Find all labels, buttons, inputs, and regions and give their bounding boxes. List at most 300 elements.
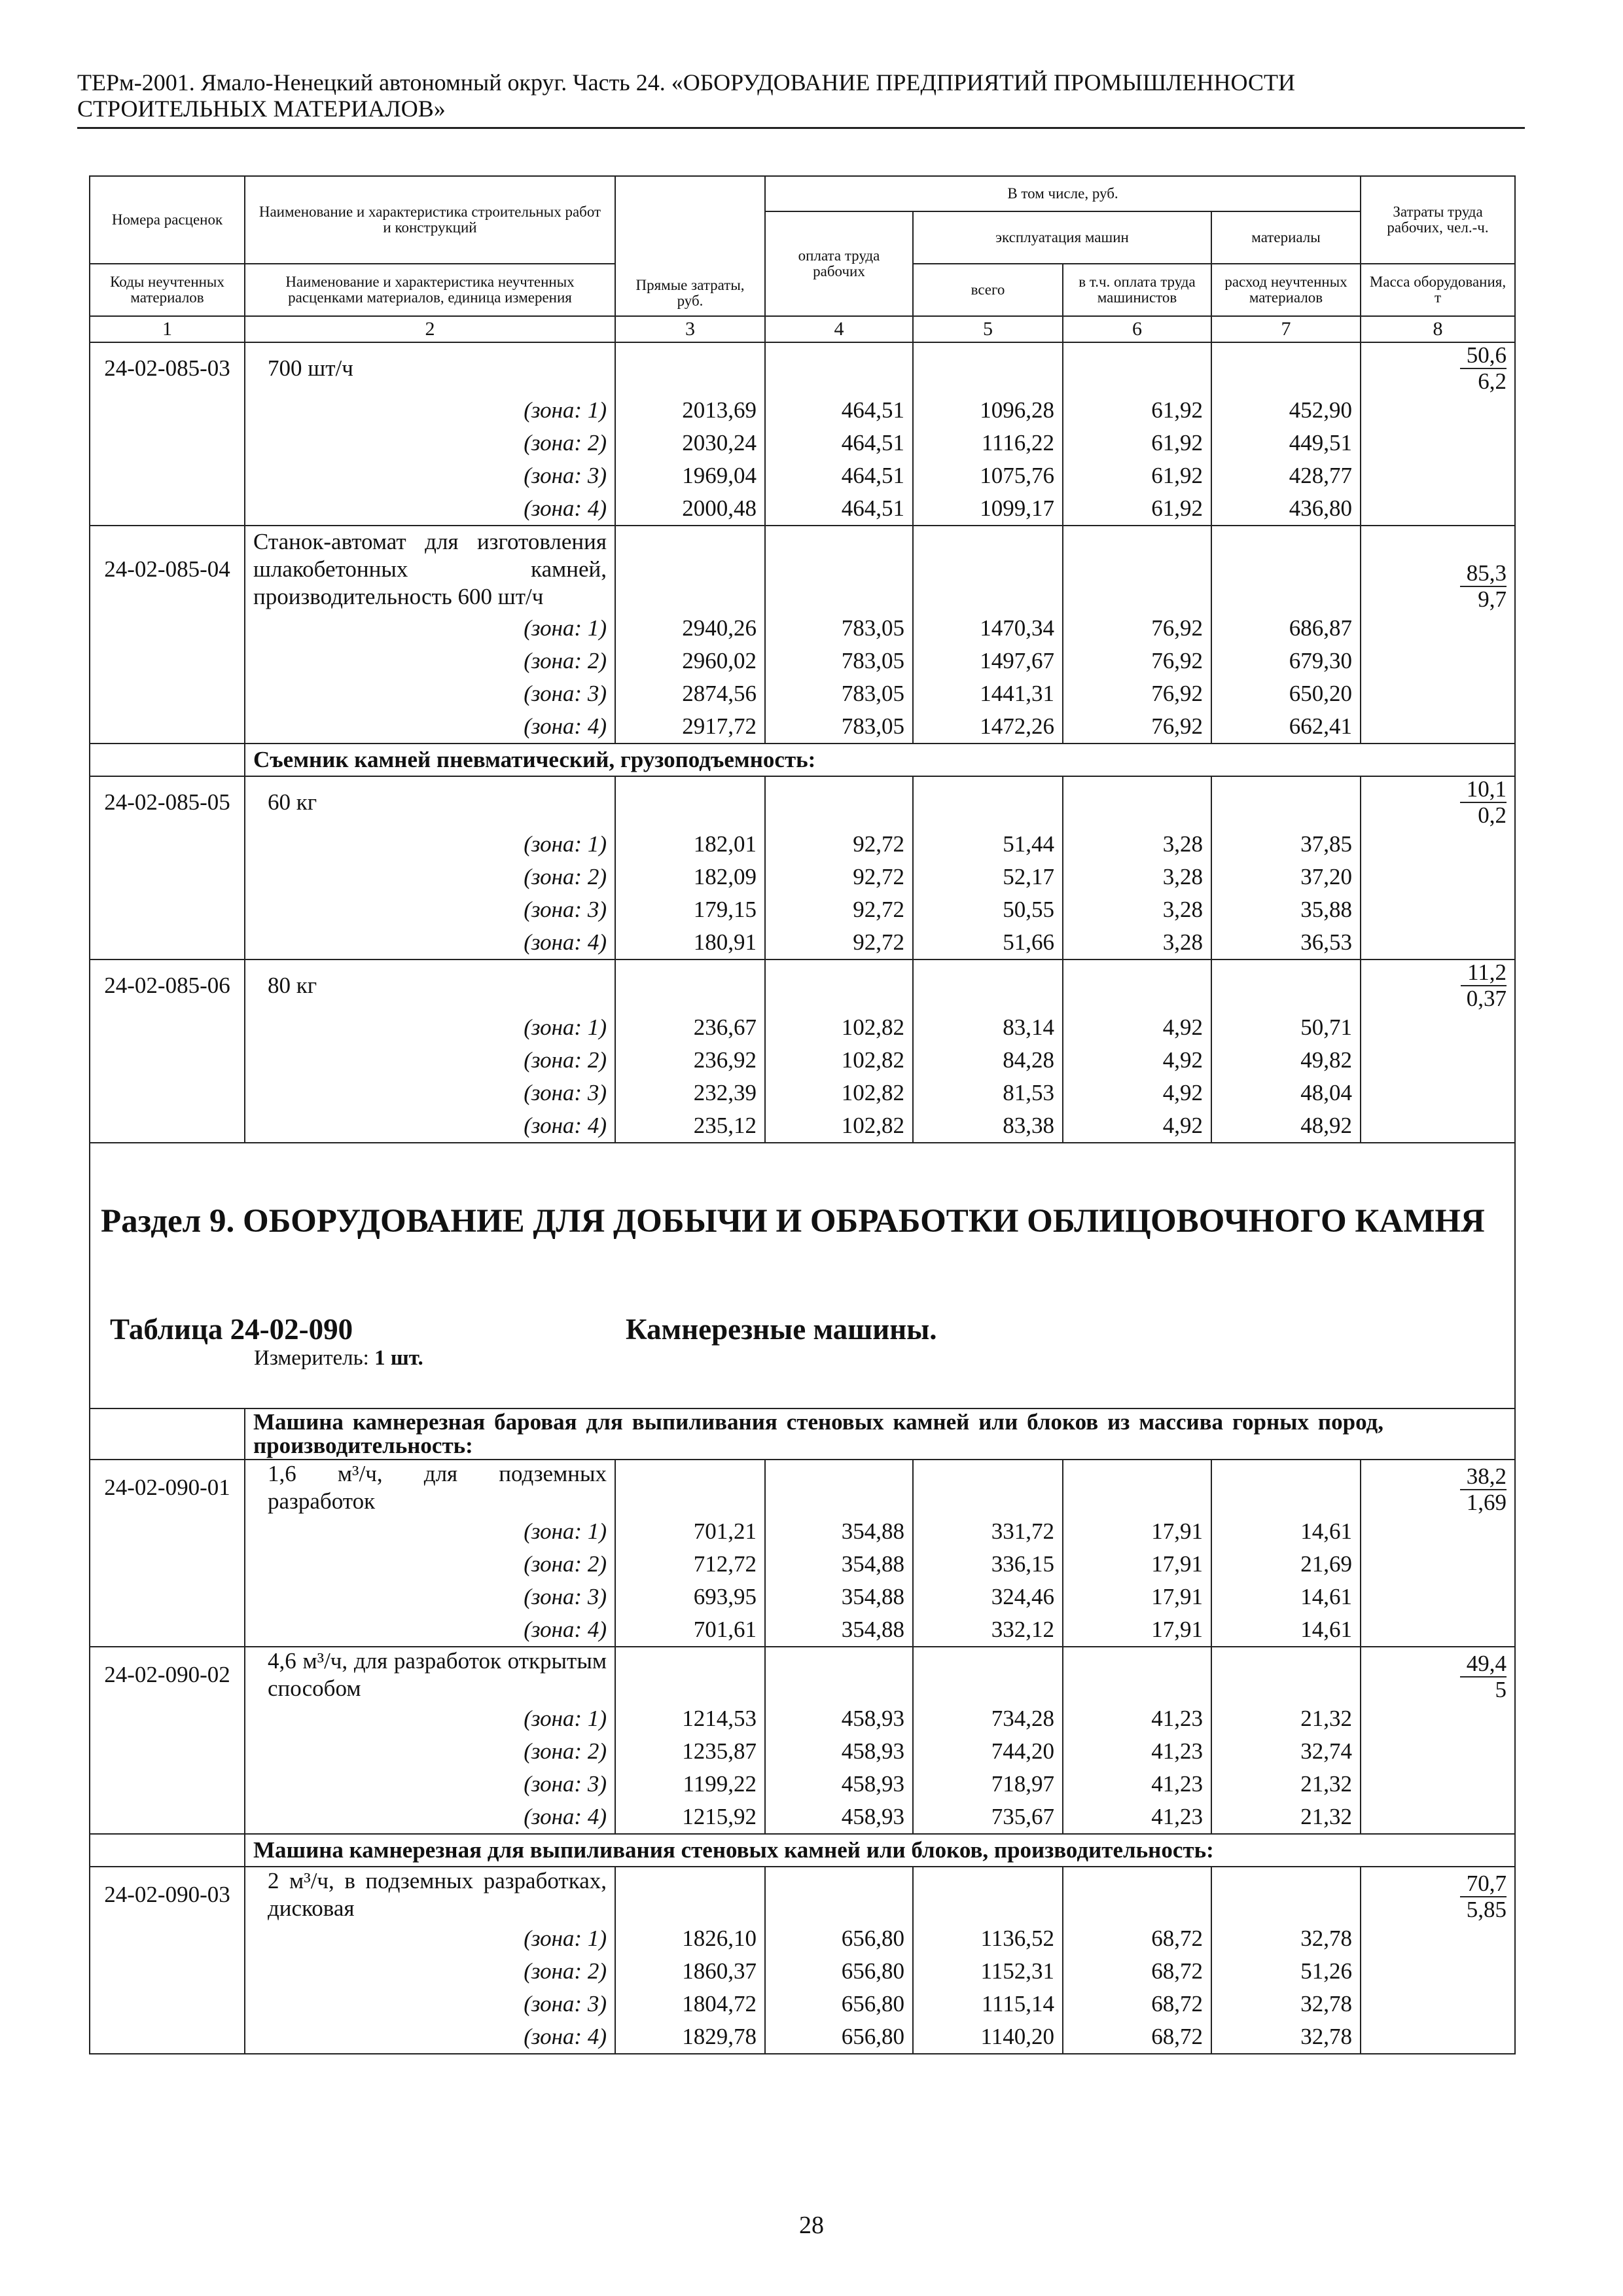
empty-cell	[765, 960, 913, 1011]
value-cell: 49,82	[1211, 1044, 1361, 1077]
empty-cell	[90, 645, 245, 677]
zone-label: (зона: 2)	[245, 645, 615, 677]
value-cell: 1969,04	[615, 459, 765, 492]
zone-row	[90, 2020, 1515, 2054]
labor-mass-cell	[1361, 776, 1515, 828]
empty-cell	[1361, 394, 1515, 427]
value-cell: 428,77	[1211, 459, 1361, 492]
value-cell: 1826,10	[615, 1922, 765, 1955]
labor-mass-cell	[1361, 526, 1515, 612]
zone-row	[90, 828, 1515, 861]
table-title: Камнерезные машины.	[626, 1313, 937, 1346]
value-cell: 81,53	[913, 1077, 1063, 1109]
value-cell: 68,72	[1063, 1955, 1211, 1988]
empty-cell	[90, 926, 245, 960]
zone-label: (зона: 4)	[245, 2020, 615, 2054]
empty-cell	[90, 1077, 245, 1109]
empty-cell	[765, 1647, 913, 1702]
zone-label: (зона: 3)	[245, 1768, 615, 1801]
entry-row	[90, 776, 1515, 828]
section-cell	[90, 1143, 1515, 1408]
empty-cell	[1361, 1801, 1515, 1834]
value-cell: 2940,26	[615, 612, 765, 645]
zone-label: (зона: 4)	[245, 492, 615, 526]
col-number: 1	[90, 316, 245, 342]
empty-cell	[90, 861, 245, 893]
zone-label: (зона: 1)	[245, 1011, 615, 1044]
value-cell: 718,97	[913, 1768, 1063, 1801]
value-cell: 783,05	[765, 612, 913, 645]
zone-row	[90, 710, 1515, 744]
empty-cell	[1211, 1460, 1361, 1515]
value-cell: 744,20	[913, 1735, 1063, 1768]
zone-label: (зона: 3)	[245, 893, 615, 926]
empty-cell	[90, 677, 245, 710]
col-code-header: Номера расценок	[90, 176, 245, 264]
empty-cell	[1361, 492, 1515, 526]
empty-cell	[1361, 1768, 1515, 1801]
empty-cell	[90, 1834, 245, 1867]
value-cell: 51,44	[913, 828, 1063, 861]
zone-row	[90, 1011, 1515, 1044]
value-cell: 1804,72	[615, 1988, 765, 2020]
zone-row	[90, 1109, 1515, 1143]
empty-cell	[90, 893, 245, 926]
value-cell: 1152,31	[913, 1955, 1063, 1988]
value-cell: 61,92	[1063, 492, 1211, 526]
empty-cell	[1211, 1647, 1361, 1702]
entry-name: 80 кг	[245, 960, 615, 1011]
table-head	[90, 176, 1515, 342]
value-cell: 464,51	[765, 492, 913, 526]
value-cell: 35,88	[1211, 893, 1361, 926]
value-cell: 48,92	[1211, 1109, 1361, 1143]
value-cell: 182,09	[615, 861, 765, 893]
zone-row	[90, 1581, 1515, 1613]
page-number: 28	[799, 2212, 824, 2239]
col-wage-header: оплата труда рабочих	[765, 211, 913, 316]
empty-cell	[90, 1988, 245, 2020]
value-cell: 4,92	[1063, 1044, 1211, 1077]
value-cell: 2874,56	[615, 677, 765, 710]
page-header	[77, 69, 1525, 129]
empty-cell	[615, 960, 765, 1011]
zone-row	[90, 1515, 1515, 1548]
empty-cell	[765, 342, 913, 394]
value-cell: 783,05	[765, 645, 913, 677]
value-cell: 17,91	[1063, 1548, 1211, 1581]
value-cell: 656,80	[765, 2020, 913, 2054]
empty-cell	[1361, 1044, 1515, 1077]
empty-cell	[1361, 1955, 1515, 1988]
zone-row	[90, 1735, 1515, 1768]
labor-cost-value: 38,2	[1460, 1464, 1507, 1490]
entry-code: 24-02-085-04	[90, 526, 245, 612]
value-cell: 1215,92	[615, 1801, 765, 1834]
empty-cell	[90, 1109, 245, 1143]
zone-label: (зона: 3)	[245, 677, 615, 710]
empty-cell	[1361, 1109, 1515, 1143]
zone-label: (зона: 2)	[245, 861, 615, 893]
zone-label: (зона: 1)	[245, 1922, 615, 1955]
zone-label: (зона: 1)	[245, 828, 615, 861]
value-cell: 783,05	[765, 710, 913, 744]
value-cell: 1214,53	[615, 1702, 765, 1735]
col-number: 4	[765, 316, 913, 342]
empty-cell	[1361, 645, 1515, 677]
zone-row	[90, 1548, 1515, 1581]
value-cell: 2960,02	[615, 645, 765, 677]
value-cell: 51,66	[913, 926, 1063, 960]
value-cell: 36,53	[1211, 926, 1361, 960]
col-labor-header: Затраты труда рабочих, чел.-ч.	[1361, 176, 1515, 264]
value-cell: 76,92	[1063, 677, 1211, 710]
value-cell: 68,72	[1063, 1922, 1211, 1955]
col-number: 8	[1361, 316, 1515, 342]
value-cell: 464,51	[765, 459, 913, 492]
value-cell: 4,92	[1063, 1077, 1211, 1109]
zone-row	[90, 1768, 1515, 1801]
value-cell: 92,72	[765, 828, 913, 861]
col-material-code-header: Коды неучтенных материалов	[90, 264, 245, 316]
zone-row	[90, 492, 1515, 526]
value-cell: 61,92	[1063, 459, 1211, 492]
value-cell: 1472,26	[913, 710, 1063, 744]
empty-cell	[90, 1581, 245, 1613]
entry-name: 2 м³/ч, в подземных разработках, дисковая	[245, 1867, 615, 1922]
measure-value: 1 шт.	[374, 1346, 423, 1370]
subheading: Машина камнерезная баровая для выпиливания стеновых камней или блоков из массива горных пород, производительность:	[245, 1408, 1515, 1460]
table-title-line	[90, 1240, 1514, 1346]
col-machines-total-header: всего	[913, 264, 1063, 316]
value-cell: 41,23	[1063, 1702, 1211, 1735]
value-cell: 84,28	[913, 1044, 1063, 1077]
col-material-usage-header: расход неучтенных материалов	[1211, 264, 1361, 316]
entry-row	[90, 1867, 1515, 1922]
entry-code: 24-02-085-05	[90, 776, 245, 828]
empty-cell	[765, 526, 913, 612]
entry-name: 60 кг	[245, 776, 615, 828]
value-cell: 324,46	[913, 1581, 1063, 1613]
empty-cell	[913, 526, 1063, 612]
value-cell: 182,01	[615, 828, 765, 861]
zone-row	[90, 861, 1515, 893]
value-cell: 48,04	[1211, 1077, 1361, 1109]
value-cell: 102,82	[765, 1011, 913, 1044]
zone-label: (зона: 2)	[245, 1548, 615, 1581]
value-cell: 32,78	[1211, 1988, 1361, 2020]
empty-cell	[90, 2020, 245, 2054]
value-cell: 179,15	[615, 893, 765, 926]
value-cell: 436,80	[1211, 492, 1361, 526]
value-cell: 50,55	[913, 893, 1063, 926]
empty-cell	[1361, 1702, 1515, 1735]
labor-mass-fraction	[1461, 960, 1507, 1011]
labor-mass-fraction	[1460, 1871, 1507, 1922]
value-cell: 3,28	[1063, 828, 1211, 861]
empty-cell	[1211, 960, 1361, 1011]
value-cell: 41,23	[1063, 1768, 1211, 1801]
value-cell: 1829,78	[615, 2020, 765, 2054]
empty-cell	[615, 526, 765, 612]
entry-row	[90, 960, 1515, 1011]
value-cell: 701,21	[615, 1515, 765, 1548]
empty-cell	[90, 1801, 245, 1834]
value-cell: 17,91	[1063, 1515, 1211, 1548]
zone-label: (зона: 3)	[245, 1988, 615, 2020]
entry-name: 700 шт/ч	[245, 342, 615, 394]
empty-cell	[90, 1922, 245, 1955]
empty-cell	[913, 342, 1063, 394]
value-cell: 1860,37	[615, 1955, 765, 1988]
value-cell: 712,72	[615, 1548, 765, 1581]
empty-cell	[1361, 1988, 1515, 2020]
empty-cell	[90, 612, 245, 645]
price-table-wrapper	[89, 175, 1514, 2054]
value-cell: 735,67	[913, 1801, 1063, 1834]
table-number: Таблица 24-02-090	[110, 1313, 353, 1346]
value-cell: 92,72	[765, 893, 913, 926]
zone-label: (зона: 4)	[245, 1109, 615, 1143]
col-number: 3	[615, 316, 765, 342]
zone-row	[90, 1955, 1515, 1988]
empty-cell	[615, 776, 765, 828]
entry-name: Станок-автомат для изготовления шлакобетонных камней, производительность 600 шт/ч	[245, 526, 615, 612]
value-cell: 17,91	[1063, 1613, 1211, 1647]
value-cell: 662,41	[1211, 710, 1361, 744]
equipment-mass-value: 0,37	[1466, 986, 1507, 1011]
empty-cell	[1361, 1515, 1515, 1548]
value-cell: 83,38	[913, 1109, 1063, 1143]
empty-cell	[913, 776, 1063, 828]
labor-cost-value: 85,3	[1460, 561, 1507, 587]
empty-cell	[1361, 861, 1515, 893]
empty-cell	[1361, 893, 1515, 926]
value-cell: 61,92	[1063, 427, 1211, 459]
zone-label: (зона: 3)	[245, 1581, 615, 1613]
zone-row	[90, 1922, 1515, 1955]
value-cell: 235,12	[615, 1109, 765, 1143]
col-machines-header: эксплуатация машин	[913, 211, 1211, 264]
value-cell: 51,26	[1211, 1955, 1361, 1988]
value-cell: 180,91	[615, 926, 765, 960]
value-cell: 1441,31	[913, 677, 1063, 710]
value-cell: 14,61	[1211, 1581, 1361, 1613]
value-cell: 679,30	[1211, 645, 1361, 677]
value-cell: 21,32	[1211, 1801, 1361, 1834]
empty-cell	[90, 1613, 245, 1647]
value-cell: 2000,48	[615, 492, 765, 526]
empty-cell	[1361, 1581, 1515, 1613]
labor-mass-fraction	[1460, 561, 1507, 612]
empty-cell	[913, 1460, 1063, 1515]
value-cell: 354,88	[765, 1613, 913, 1647]
zone-label: (зона: 1)	[245, 612, 615, 645]
value-cell: 92,72	[765, 861, 913, 893]
entry-row	[90, 526, 1515, 612]
value-cell: 102,82	[765, 1077, 913, 1109]
value-cell: 449,51	[1211, 427, 1361, 459]
equipment-mass-value: 6,2	[1478, 368, 1507, 394]
labor-cost-value: 50,6	[1460, 343, 1507, 369]
section-title: Раздел 9. ОБОРУДОВАНИЕ ДЛЯ ДОБЫЧИ И ОБРАБОТКИ ОБЛИЦОВОЧНОГО КАМНЯ	[101, 1203, 1485, 1240]
labor-mass-cell	[1361, 960, 1515, 1011]
value-cell: 3,28	[1063, 926, 1211, 960]
measure-label: Измеритель:	[254, 1346, 369, 1370]
value-cell: 1075,76	[913, 459, 1063, 492]
header-line-2: СТРОИТЕЛЬНЫХ МАТЕРИАЛОВ»	[77, 96, 446, 122]
empty-cell	[90, 459, 245, 492]
empty-cell	[615, 1460, 765, 1515]
empty-cell	[90, 1011, 245, 1044]
labor-mass-fraction	[1460, 1464, 1507, 1515]
labor-mass-cell	[1361, 1647, 1515, 1702]
empty-cell	[1361, 1735, 1515, 1768]
empty-cell	[1361, 459, 1515, 492]
value-cell: 686,87	[1211, 612, 1361, 645]
empty-cell	[90, 828, 245, 861]
empty-cell	[90, 1044, 245, 1077]
price-table	[89, 175, 1516, 2054]
value-cell: 656,80	[765, 1988, 913, 2020]
entry-row	[90, 1460, 1515, 1515]
zone-row	[90, 1702, 1515, 1735]
entry-code: 24-02-085-03	[90, 342, 245, 394]
subheading-row	[90, 1834, 1515, 1867]
value-cell: 336,15	[913, 1548, 1063, 1581]
empty-cell	[90, 1735, 245, 1768]
empty-cell	[1211, 1867, 1361, 1922]
labor-mass-fraction	[1460, 343, 1507, 394]
empty-cell	[1361, 677, 1515, 710]
entry-name: 4,6 м³/ч, для разработок открытым способом	[245, 1647, 615, 1702]
value-cell: 783,05	[765, 677, 913, 710]
value-cell: 236,92	[615, 1044, 765, 1077]
empty-cell	[1211, 776, 1361, 828]
empty-cell	[1361, 1077, 1515, 1109]
value-cell: 1140,20	[913, 2020, 1063, 2054]
value-cell: 1096,28	[913, 394, 1063, 427]
empty-cell	[90, 492, 245, 526]
zone-label: (зона: 4)	[245, 926, 615, 960]
zone-row	[90, 459, 1515, 492]
section-row	[90, 1143, 1515, 1408]
value-cell: 1115,14	[913, 1988, 1063, 2020]
zone-label: (зона: 4)	[245, 710, 615, 744]
zone-row	[90, 1988, 1515, 2020]
empty-cell	[90, 1768, 245, 1801]
empty-cell	[1361, 828, 1515, 861]
subheading-row	[90, 1408, 1515, 1460]
value-cell: 102,82	[765, 1044, 913, 1077]
value-cell: 4,92	[1063, 1011, 1211, 1044]
empty-cell	[765, 1867, 913, 1922]
zone-row	[90, 677, 1515, 710]
empty-cell	[1211, 526, 1361, 612]
subheading-row	[90, 744, 1515, 776]
value-cell: 32,78	[1211, 1922, 1361, 1955]
labor-cost-value: 11,2	[1461, 960, 1507, 986]
value-cell: 332,12	[913, 1613, 1063, 1647]
value-cell: 1235,87	[615, 1735, 765, 1768]
entry-code: 24-02-090-03	[90, 1867, 245, 1922]
labor-mass-cell	[1361, 342, 1515, 394]
zone-row	[90, 1044, 1515, 1077]
value-cell: 68,72	[1063, 1988, 1211, 2020]
col-number: 6	[1063, 316, 1211, 342]
empty-cell	[90, 1955, 245, 1988]
labor-cost-value: 10,1	[1460, 777, 1507, 803]
equipment-mass-value: 9,7	[1478, 586, 1507, 612]
empty-cell	[1063, 526, 1211, 612]
empty-cell	[90, 427, 245, 459]
value-cell: 32,78	[1211, 2020, 1361, 2054]
empty-cell	[913, 1647, 1063, 1702]
empty-cell	[615, 342, 765, 394]
zone-label: (зона: 3)	[245, 1077, 615, 1109]
zone-row	[90, 427, 1515, 459]
empty-cell	[1063, 960, 1211, 1011]
value-cell: 354,88	[765, 1548, 913, 1581]
empty-cell	[765, 776, 913, 828]
zone-row	[90, 1077, 1515, 1109]
col-direct-cost-header: Прямые затраты, руб.	[615, 176, 765, 316]
empty-cell	[1063, 1647, 1211, 1702]
value-cell: 37,85	[1211, 828, 1361, 861]
value-cell: 331,72	[913, 1515, 1063, 1548]
value-cell: 3,28	[1063, 893, 1211, 926]
value-cell: 458,93	[765, 1702, 913, 1735]
value-cell: 17,91	[1063, 1581, 1211, 1613]
value-cell: 1136,52	[913, 1922, 1063, 1955]
zone-row	[90, 645, 1515, 677]
zone-label: (зона: 4)	[245, 1613, 615, 1647]
subheading: Машина камнерезная для выпиливания стеновых камней или блоков, производительность:	[245, 1834, 1515, 1867]
zone-label: (зона: 2)	[245, 1735, 615, 1768]
value-cell: 32,74	[1211, 1735, 1361, 1768]
entry-name: 1,6 м³/ч, для подземных разработок	[245, 1460, 615, 1515]
labor-cost-value: 49,4	[1460, 1651, 1507, 1677]
value-cell: 1470,34	[913, 612, 1063, 645]
empty-cell	[615, 1647, 765, 1702]
value-cell: 650,20	[1211, 677, 1361, 710]
empty-cell	[615, 1867, 765, 1922]
equipment-mass-value: 5,85	[1466, 1897, 1507, 1922]
equipment-mass-value: 1,69	[1466, 1490, 1507, 1515]
empty-cell	[1361, 1548, 1515, 1581]
value-cell: 734,28	[913, 1702, 1063, 1735]
value-cell: 236,67	[615, 1011, 765, 1044]
labor-mass-cell	[1361, 1867, 1515, 1922]
value-cell: 1497,67	[913, 645, 1063, 677]
equipment-mass-value: 5	[1495, 1677, 1507, 1702]
empty-cell	[1361, 427, 1515, 459]
empty-cell	[1361, 612, 1515, 645]
value-cell: 458,93	[765, 1768, 913, 1801]
value-cell: 21,32	[1211, 1768, 1361, 1801]
value-cell: 41,23	[1063, 1735, 1211, 1768]
zone-row	[90, 926, 1515, 960]
zone-label: (зона: 1)	[245, 1515, 615, 1548]
value-cell: 452,90	[1211, 394, 1361, 427]
value-cell: 68,72	[1063, 2020, 1211, 2054]
empty-cell	[90, 1702, 245, 1735]
empty-cell	[90, 744, 245, 776]
zone-row	[90, 1801, 1515, 1834]
equipment-mass-value: 0,2	[1478, 802, 1507, 828]
value-cell: 701,61	[615, 1613, 765, 1647]
col-material-name-header: Наименование и характеристика неучтенных расценками материалов, единица измерения	[245, 264, 615, 316]
